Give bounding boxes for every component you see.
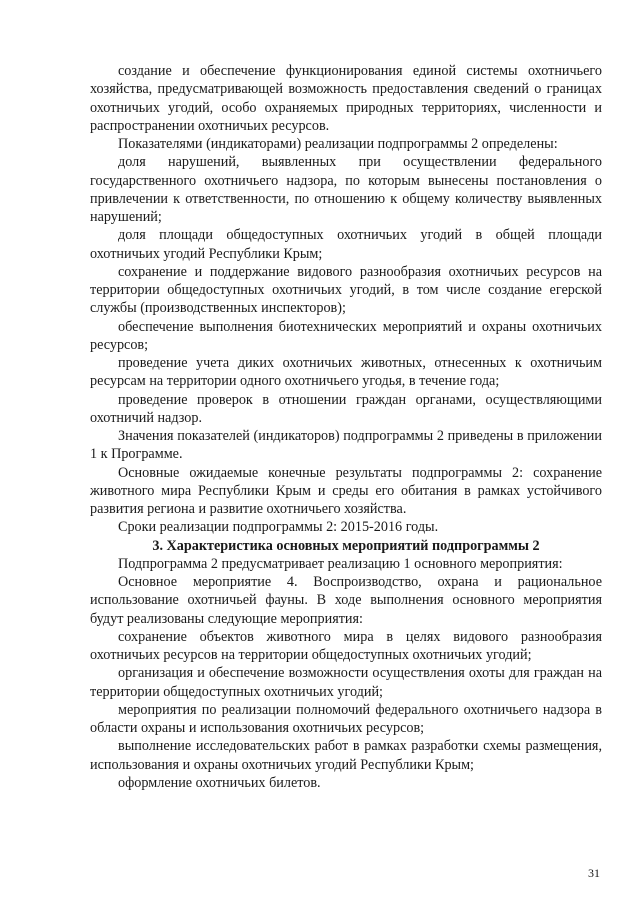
- paragraph: выполнение исследовательских работ в рамках разработки схемы размещения, использования и охраны охотничьих угодий Республики Крым;: [90, 738, 602, 773]
- paragraph: Показателями (индикаторами) реализации подпрограммы 2 определены:: [118, 136, 558, 152]
- paragraph: Значения показателей (индикаторов) подпрограммы 2 приведены в приложении 1 к Программе.: [90, 428, 602, 463]
- paragraph: Основные ожидаемые конечные результаты подпрограммы 2: сохранение животного мира Республики Крым и среды его обитания в рамках устойчивого развития региона и развитие охотничьего хозяйства.: [90, 464, 602, 517]
- paragraph: Подпрограмма 2 предусматривает реализацию 1 основного мероприятия:: [118, 555, 563, 572]
- paragraph: оформление охотничьих билетов.: [118, 774, 321, 791]
- document-body: [90, 62, 602, 792]
- paragraph: сохранение и поддержание видового разнообразия охотничьих ресурсов на территории общедоступных охотничьих угодий, в том числе создание егерской службы (производственных инспекторов);: [90, 263, 602, 317]
- paragraph: проведение учета диких охотничьих животных, отнесенных к охотничьим ресурсам на территории одного охотничьего угодья, в течение года;: [90, 355, 602, 390]
- paragraph: проведение проверок в отношении граждан органами, осуществляющими охотничий надзор.: [90, 391, 602, 426]
- paragraph: Основное мероприятие 4. Воспроизводство, охрана и рациональное использование охотничьей фауны. В ходе выполнения основного мероприятия будут реализованы следующие мероприятия:: [90, 574, 602, 627]
- paragraph: создание и обеспечение функционирования единой системы охотничьего хозяйства, предусматривающей возможность предоставления сведений о границах охотничьих угодий, особо охраняемых природных территориях, численности и распространении охотничьих ресурсов.: [90, 63, 602, 134]
- paragraph: доля площади общедоступных охотничьих угодий в общей площади охотничьих угодий Республики Крым;: [90, 227, 602, 262]
- paragraph: Сроки реализации подпрограммы 2: 2015-2016 годы.: [118, 519, 439, 536]
- paragraph: сохранение объектов животного мира в целях видового разнообразия охотничьих ресурсов на территории общедоступных охотничьих угодий;: [90, 628, 602, 663]
- section-heading: 3. Характеристика основных мероприятий подпрограммы 2: [152, 537, 540, 554]
- paragraph: доля нарушений, выявленных при осуществлении федерального государственного охотничьего надзора, по которым вынесены постановления о привлечении к ответственности, по отношению к общему количеству выявленных нарушений;: [90, 154, 602, 225]
- page-number: 31: [588, 866, 600, 880]
- paragraph: организация и обеспечение возможности осуществления охоты для граждан на территории общедоступных охотничьих угодий;: [90, 665, 602, 700]
- paragraph: обеспечение выполнения биотехнических мероприятий и охраны охотничьих ресурсов;: [90, 318, 602, 353]
- paragraph: мероприятия по реализации полномочий федерального охотничьего надзора в области охраны и использования охотничьих ресурсов;: [90, 701, 602, 736]
